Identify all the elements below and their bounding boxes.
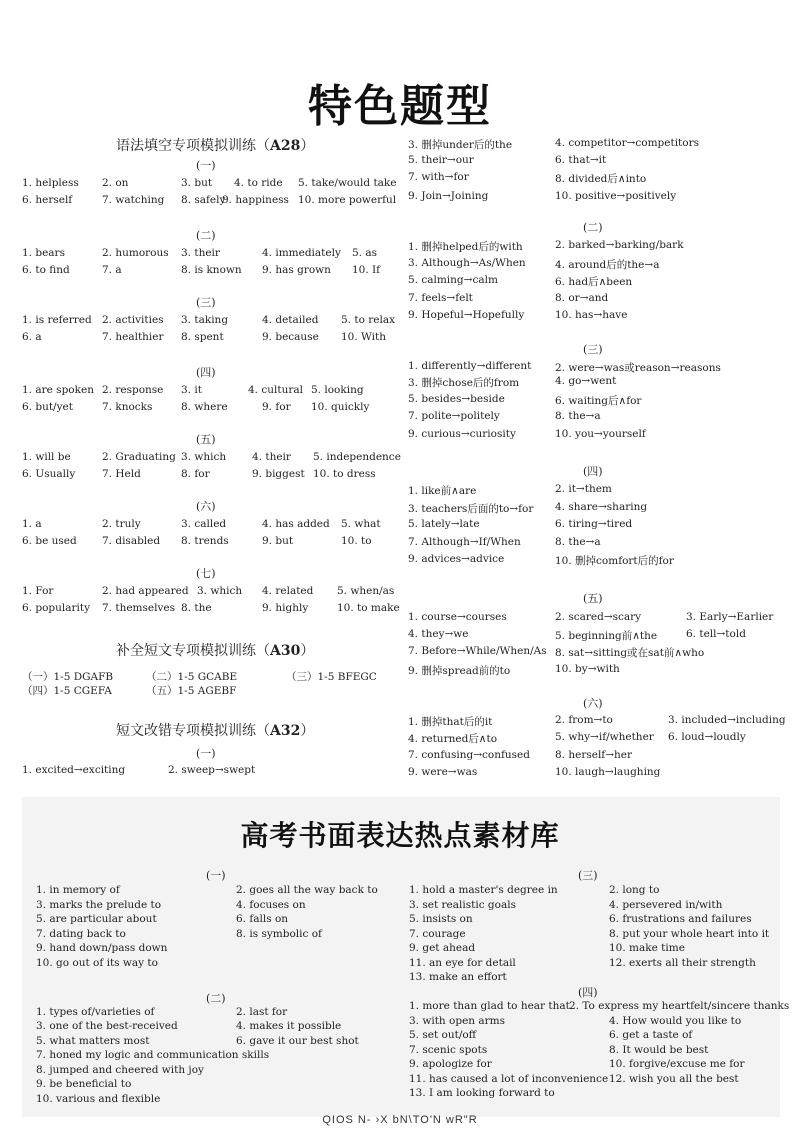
group-label: (一)	[196, 159, 216, 172]
group-label: (四)	[583, 465, 603, 478]
group-label: (四)	[196, 366, 216, 379]
grammar-section-title: 语法填空专项模拟训练（A28）	[116, 138, 315, 154]
group-label: (二)	[583, 221, 603, 234]
material-library-title: 高考书面表达热点素材库	[240, 819, 560, 852]
group-label: (二)	[206, 992, 226, 1005]
group-label: (二)	[196, 229, 216, 242]
page-footer: QIOS N- ›X bN\TO'N wR"R	[322, 1114, 478, 1126]
group-label: (六)	[196, 500, 216, 513]
group-label: (三)	[578, 869, 598, 882]
group-label: (一)	[196, 747, 216, 760]
group-label: (三)	[583, 343, 603, 356]
group-label: (七)	[196, 567, 216, 580]
completion-section-title: 补全短文专项模拟训练（A30）	[116, 643, 315, 659]
group-label: (四)	[578, 986, 598, 999]
group-label: (一)	[206, 869, 226, 882]
group-label: (五)	[196, 433, 216, 446]
page-title: 特色题型	[308, 81, 492, 132]
group-label: (六)	[583, 697, 603, 710]
correction-section-title: 短文改错专项模拟训练（A32）	[116, 723, 315, 739]
group-label: (五)	[583, 592, 603, 605]
group-label: (三)	[196, 296, 216, 309]
